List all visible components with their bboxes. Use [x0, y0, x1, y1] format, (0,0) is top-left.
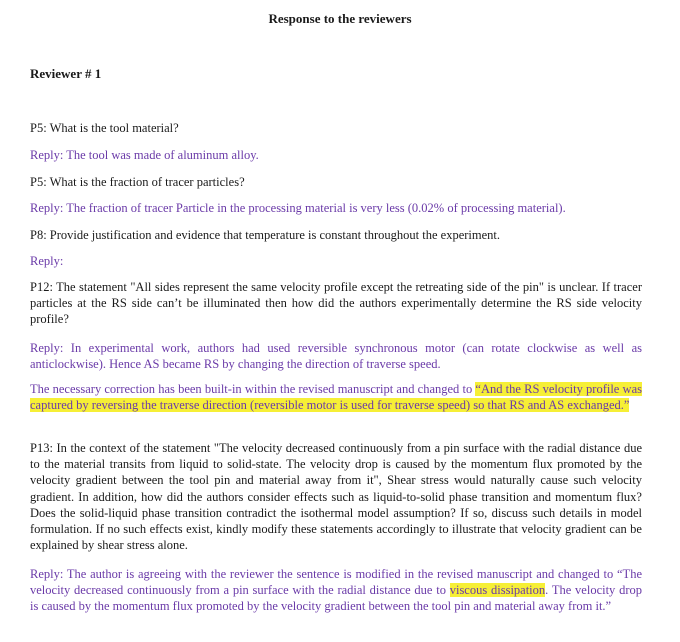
question-p5-tool: P5: What is the tool material? [30, 121, 179, 135]
question-p13: P13: In the context of the statement "The velocity decreased continuously from a pin surface with the radial distance due to the material transits from liquid to solid-state. The velocity drop is caused by the momentum flux promoted by the velocity gradient between the tool pin and material away from it", Shear stress would naturally cause such velocity gradient. In addition, how did the authors consider effects such as liquid-to-solid phase transition and momentum flux? Does the solid-liquid phase transition contradict the isothermal model assumption? If so, discuss such details in model formulation. If no such effects exist, kindly modify these statements accordingly to illustrate that velocity gradient can be explained by shear stress alone. [30, 441, 642, 553]
reply-p13-text-end: . The velocity drop is caused by the momentum flux promoted by the velocity gradient between the tool pin and material away from it.” [30, 583, 642, 614]
reviewer-heading: Reviewer # 1 [30, 66, 102, 81]
highlighted-correction: “And the RS velocity profile was captured by reversing the traverse direction (reversible motor is used for traverse speed) so that RS and AS exchanged.” [30, 382, 642, 413]
question-p12: P12: The statement "All sides represent the same velocity profile except the retreating side of the pin" is unclear. If tracer particles at the RS side can’t be illuminated then how did the authors experimentally determine the RS side velocity profile? [30, 280, 642, 327]
reply-p12: Reply: In experimental work, authors had used reversible synchronous motor (can rotate clockwise as well as anticlockwise). Hence AS became RS by changing the direction of traverse speed. [30, 341, 642, 372]
question-p5-fraction: P5: What is the fraction of tracer particles? [30, 175, 245, 189]
reply-p13-text: Reply: The author is agreeing with the reviewer the sentence is modified in the revised manuscript and changed to “The velocity decreased continuously from a pin surface with the radial distance due to [30, 567, 642, 598]
question-p8: P8: Provide justification and evidence that temperature is constant throughout the experiment. [30, 228, 501, 242]
highlighted-viscous-dissipation: viscous dissipation [449, 583, 546, 598]
correction-text: The necessary correction has been built-in within the revised manuscript and changed to [30, 382, 476, 396]
document-title: Response to the reviewers [268, 11, 412, 26]
reply-p5-fraction: Reply: The fraction of tracer Particle in the processing material is very less (0.02% of processing material). [30, 201, 566, 215]
reply-p8: Reply: [30, 254, 64, 268]
reply-p13 [30, 566, 642, 615]
reply-p12-correction [30, 381, 642, 413]
reply-p5-tool: Reply: The tool was made of aluminum alloy. [30, 148, 259, 162]
